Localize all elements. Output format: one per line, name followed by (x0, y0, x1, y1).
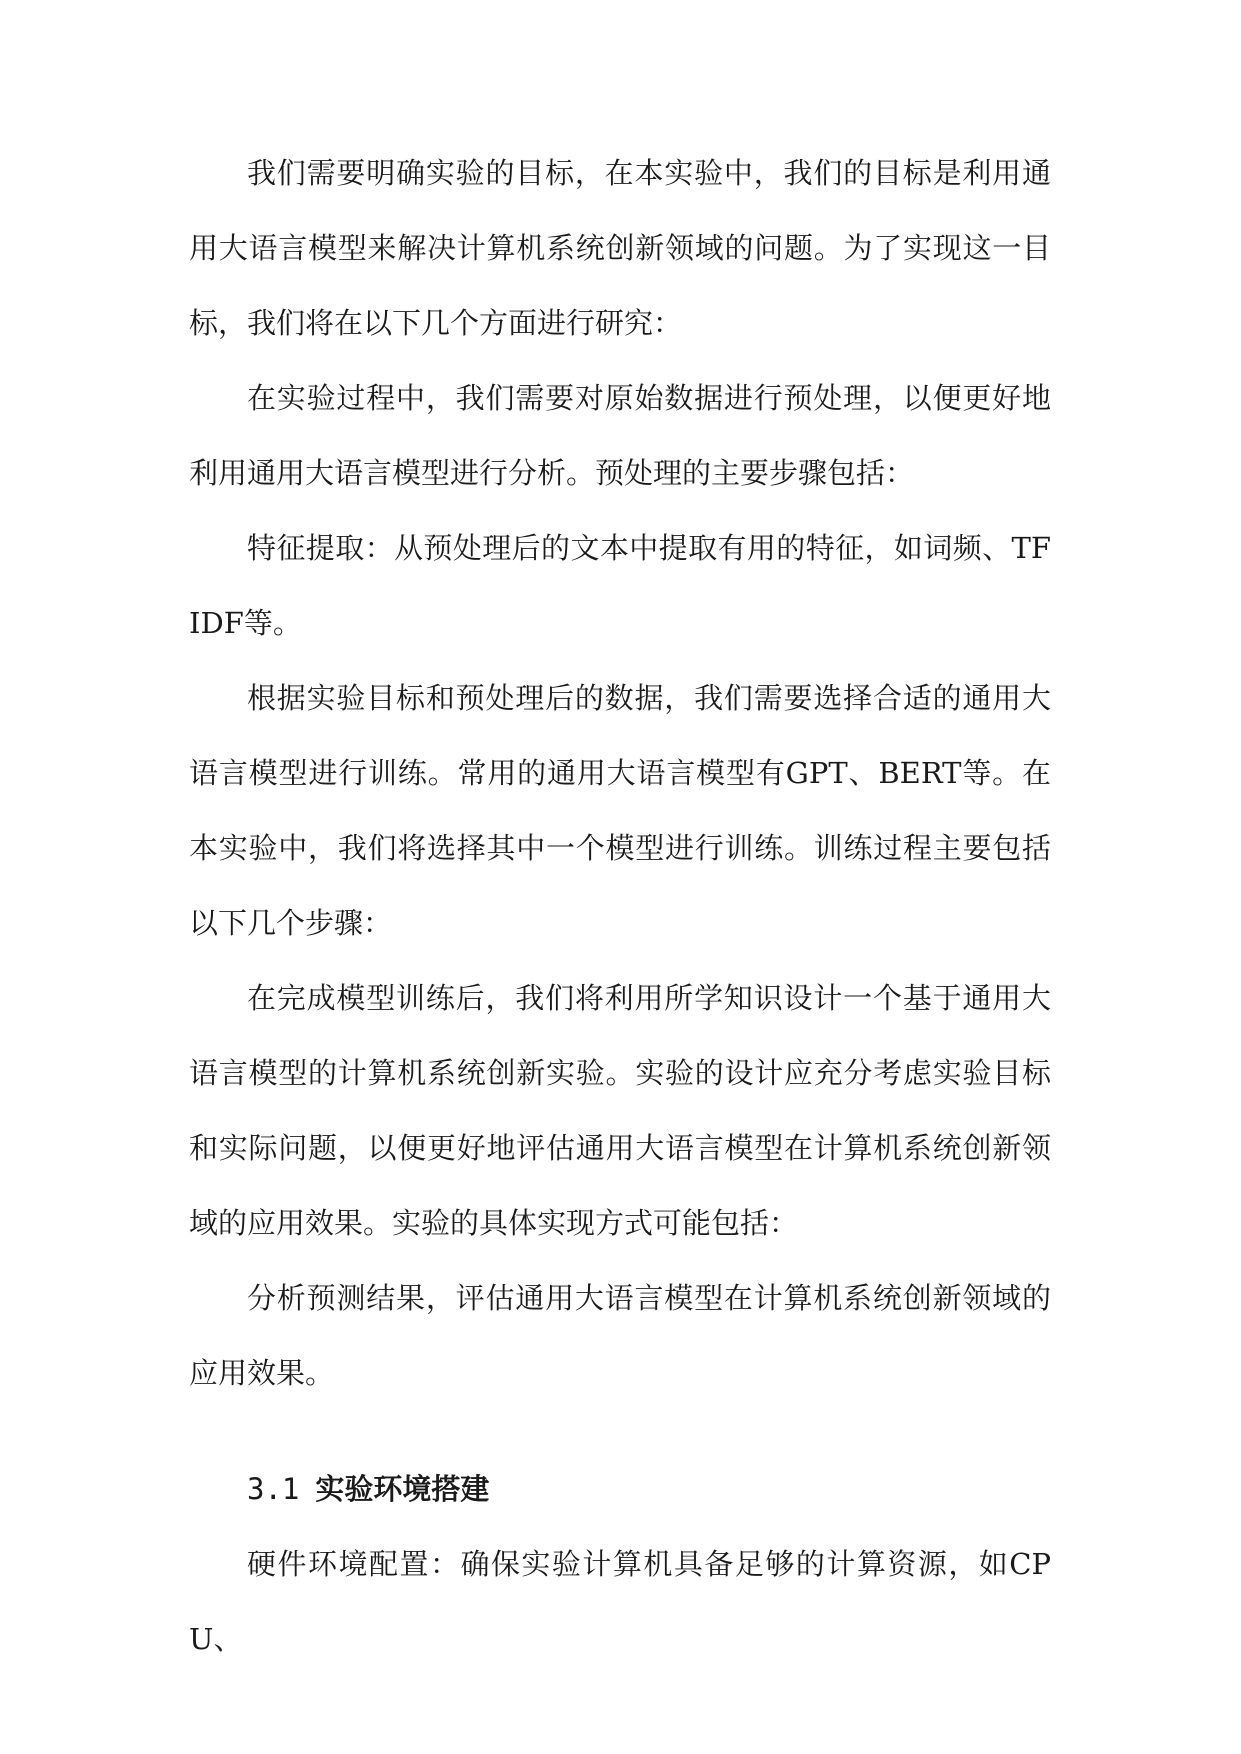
paragraph-experiment-design: 在完成模型训练后，我们将利用所学知识设计一个基于通用大语言模型的计算机系统创新实验。实验的设计应充分考虑实验目标和实际问题，以便更好地评估通用大语言模型在计算机系统创新领域的应用效果。实验的具体实现方式可能包括： (189, 981, 1051, 1240)
paragraph-feature-extraction: 特征提取：从预处理后的文本中提取有用的特征，如词频、TFIDF等。 (189, 531, 1051, 640)
paragraph-model-training: 根据实验目标和预处理后的数据，我们需要选择合适的通用大语言模型进行训练。常用的通用大语言模型有GPT、BERT等。在本实验中，我们将选择其中一个模型进行训练。训练过程主要包括以下几个步骤： (189, 681, 1051, 940)
paragraph-hardware-config: 硬件环境配置：确保实验计算机具备足够的计算资源，如CPU、 (189, 1547, 1051, 1656)
paragraph-result-analysis: 分析预测结果，评估通用大语言模型在计算机系统创新领域的应用效果。 (189, 1281, 1051, 1390)
section-number: 3.1 (247, 1472, 300, 1506)
paragraph-experiment-goal: 我们需要明确实验的目标，在本实验中，我们的目标是利用通用大语言模型来解决计算机系统创新领域的问题。为了实现这一目标，我们将在以下几个方面进行研究： (189, 156, 1051, 340)
section-title: 实验环境搭建 (315, 1472, 490, 1506)
section-heading (247, 1452, 489, 1527)
paragraph-preprocessing: 在实验过程中，我们需要对原始数据进行预处理，以便更好地利用通用大语言模型进行分析。预处理的主要步骤包括： (189, 381, 1051, 490)
